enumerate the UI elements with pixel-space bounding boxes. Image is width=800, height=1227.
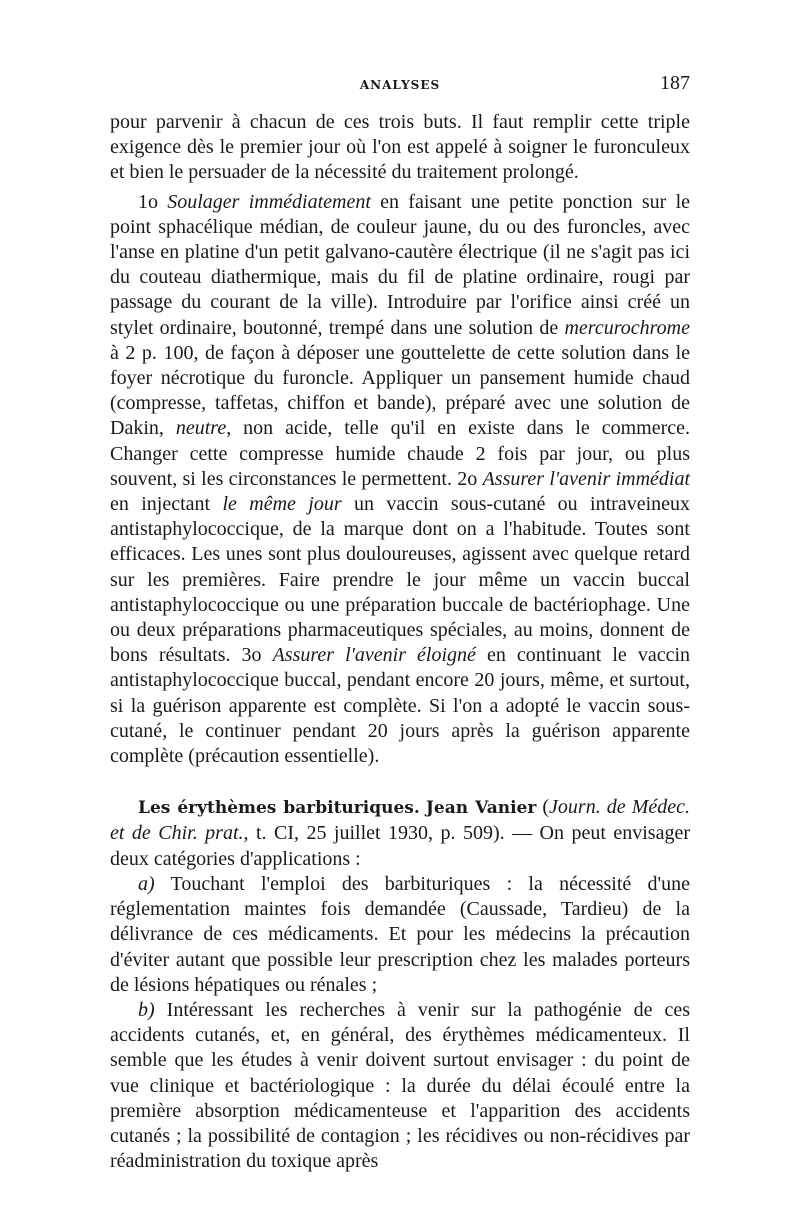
review-source-open: ( — [536, 796, 550, 819]
step-1-text: en faisant une petite ponction sur le point sphacélique médian, de couleur jaune, du ou des furoncles, avec l'anse en platine d'un petit galvano-cautère électrique (il ne s'agit pas ici du couteau diathermique, mais du fil de platine ordinaire, rougi par passage du courant de la ville). Introduire par l'orifice ainsi créé un stylet ordinaire, boutonné, trempé dans une solution de — [110, 190, 690, 339]
review-author: Jean Vanier — [425, 798, 537, 819]
point-a-text: Touchant l'emploi des barbituriques : la nécessité d'une réglementation maintes fois demandée (Caussade, Tardieu) de la délivrance de ces médicaments. Et pour les médecins la précaution d'éviter autant que possible leur prescription chez les malades porteurs de lésions hépatiques ou rénales ; — [110, 872, 690, 996]
step-3-number: 3o — [241, 644, 273, 667]
step-1-number: 1o — [138, 190, 168, 213]
step-3-text: en continuant le vaccin antistaphylococcique buccal, pendant encore 20 jours, même, et surtout, si la guérison apparente est complète. Si l'on a adopté le vaccin sous-cutané, le continuer pendant 20 jours après la guérison apparente complète (précaution essentielle). — [110, 644, 691, 768]
step-1-text-cont: à 2 p. 100, de façon à déposer une gouttelette de cette solution dans le foyer nécrotique du furoncle. Appliquer un pansement humide chaud (compresse, taffetas, chiffon et bande), préparé avec une solution de Dakin, — [110, 341, 690, 440]
review-title: Les érythèmes barbituriques. — [138, 798, 420, 819]
review-paragraph — [110, 795, 690, 872]
mercurochrome-term: mercurochrome — [564, 316, 690, 339]
step-2-text-cont: un vaccin sous-cutané ou intraveineux antistaphylococcique, de la marque dont on a l'habitude. Toutes sont efficaces. Les unes sont plus douloureuses, agissent avec quelque retard sur les premières. Faire prendre le jour même un vaccin buccal antistaphylococcique ou une préparation buccale de bactériophage. Une ou deux préparations pharmaceutiques spéciales, au moins, donnent de bons résultats. — [110, 493, 691, 667]
page-header — [110, 70, 690, 110]
step-3-heading: Assurer l'avenir éloigné — [272, 644, 476, 667]
page — [110, 70, 690, 1174]
step-2-text: en injectant — [110, 493, 223, 516]
review-source-rest: , t. CI, 25 juillet 1930, p. 509). — On peut envisager deux catégories d'applications : — [110, 822, 690, 870]
neutre-term: neutre — [175, 417, 227, 440]
step-2-number: 2o — [457, 467, 483, 490]
running-title: ANALYSES — [359, 78, 441, 92]
step-2-heading: Assurer l'avenir immédiat — [482, 467, 691, 490]
paragraph-treatment-steps — [110, 190, 690, 770]
page-number: 187 — [660, 72, 690, 94]
point-a-label: a) — [138, 872, 155, 895]
same-day-term: le même jour — [222, 493, 342, 516]
review-source-journal: Journ. de Médec. et de Chir. prat. — [110, 796, 691, 845]
point-a-paragraph — [110, 872, 690, 998]
paragraph-continuation: pour parvenir à chacun de ces trois buts. Il faut remplir cette triple exigence dès le premier jour où l'on est appelé à soigner le furonculeux et bien le persuader de la nécessité du traitement prolongé. — [110, 111, 690, 184]
point-b-label: b) — [138, 998, 155, 1021]
point-b-paragraph — [110, 998, 690, 1174]
point-b-text: Intéressant les recherches à venir sur la pathogénie de ces accidents cutanés, et, en général, des érythèmes médicamenteux. Il semble que les études à venir doivent surtout envisager : du point de vue clinique et bactériologique : la durée du délai écoulé entre la première absorption médicamenteuse et l'apparition des accidents cutanés ; la possibilité de contagion ; les récidives ou non-récidives par réadministration du toxique après — [110, 998, 690, 1173]
step-1-text-end: , non acide, telle qu'il en existe dans le commerce. Changer cette compresse humide chaude 2 fois par jour, ou plus souvent, si les circonstances le permettent. — [110, 417, 690, 490]
step-1-heading: Soulager immédiatement — [167, 190, 371, 213]
